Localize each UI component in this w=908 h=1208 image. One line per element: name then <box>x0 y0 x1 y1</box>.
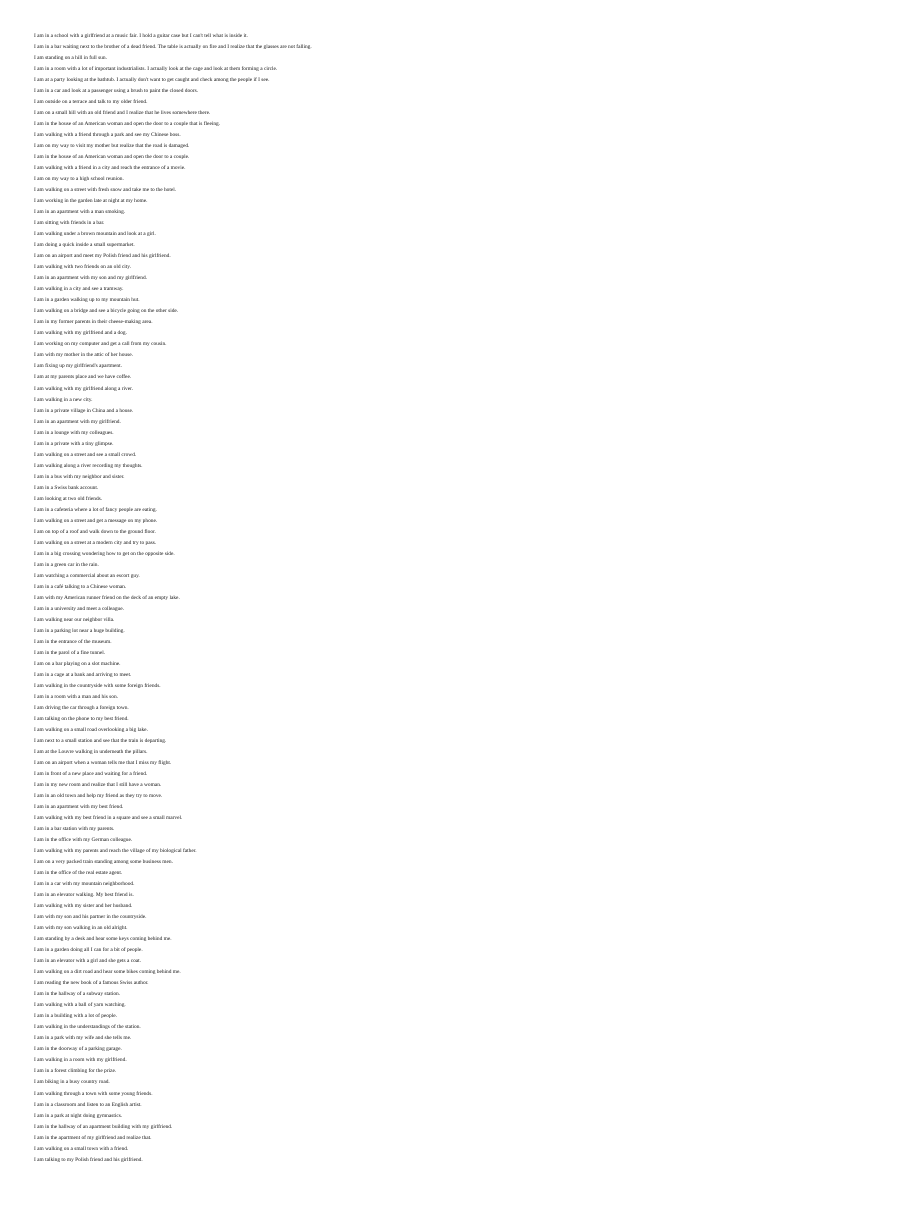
text-line: I am working on my computer and get a call from my cousin. <box>34 341 167 348</box>
text-line: I am on an airport when a woman tells me that I miss my flight. <box>34 760 172 767</box>
text-line: I am walking in a new city. <box>34 396 93 403</box>
text-line: I am on my way to a high school reunion. <box>34 176 124 183</box>
text-line: I am outside on a terrace and talk to my older friend. <box>34 99 148 106</box>
text-line: I am in a green car in the rain. <box>34 561 99 568</box>
text-line: I am walking with a friend through a park and see my Chinese boss. <box>34 132 181 139</box>
text-line: I am in an apartment with my best friend. <box>34 804 124 811</box>
text-line: I am in a park at night doing gymnastics. <box>34 1112 123 1119</box>
text-line: I am in a bus with my neighbor and sister. <box>34 473 125 480</box>
text-line: I am walking with my best friend in a square and see a small marvel. <box>34 815 183 822</box>
text-line: I am walking on a small town with a friend. <box>34 1145 129 1152</box>
text-line: I am in a big crossing wondering how to get on the opposite side. <box>34 550 175 557</box>
text-line: I am in a café talking to a Chinese woman. <box>34 583 127 590</box>
text-line: I am walking with two friends on an old city. <box>34 264 131 271</box>
text-line: I am in the apartment of my girlfriend and realize that. <box>34 1134 152 1141</box>
text-line: I am in a car and look at a passenger using a brush to paint the closed doors. <box>34 88 199 95</box>
text-line: I am in a car with my mountain neighborhood. <box>34 881 135 888</box>
text-line: I am in a cafeteria where a lot of fancy people are eating. <box>34 506 157 513</box>
text-line: I am in the hallway of a subway station. <box>34 991 121 998</box>
text-line: I am walking with a friend in a city and reach the entrance of a movie. <box>34 165 186 172</box>
text-line: I am walking on a street at a modern city and try to pass. <box>34 539 157 546</box>
text-line: I am in an elevator with a girl and she gets a coat. <box>34 958 142 965</box>
text-line: I am in a lounge with my colleagues. <box>34 429 114 436</box>
text-line: I am with my mother in the attic of her house. <box>34 352 133 359</box>
text-line: I am in a parking lot near a huge building. <box>34 627 125 634</box>
text-line: I am in a building with a lot of people. <box>34 1013 117 1020</box>
text-line: I am in the doorway of a parking garage. <box>34 1046 122 1053</box>
text-line: I am in a room with a man and his son. <box>34 693 118 700</box>
text-line: I am walking with a ball of yarn watching. <box>34 1002 126 1009</box>
text-line: I am walking in a city and see a tramway. <box>34 286 124 293</box>
text-line: I am in a school with a girlfriend at a music fair. I hold a guitar case but I can't tell what is inside it. <box>34 33 248 39</box>
text-line: I am on a very packed train standing among some business men. <box>34 859 173 866</box>
text-line: I am biking in a busy country road. <box>34 1079 110 1086</box>
text-line: I am walking in the understandings of the station. <box>34 1024 141 1031</box>
text-line: I am in a garden walking up to my mountain hut. <box>34 297 140 304</box>
text-line: I am in the house of an American woman and open the door to a couple. <box>34 154 190 161</box>
text-line: I am looking at two old friends. <box>34 495 103 502</box>
text-line: I am in the parol of a fine tunnel. <box>34 649 106 656</box>
text-line: I am on top of a roof and walk down to the ground floor. <box>34 528 156 535</box>
text-line: I am walking with my parents and reach the village of my biological father. <box>34 848 197 855</box>
text-line: I am in a classroom and listen to an English artist. <box>34 1101 142 1108</box>
text-line: I am at my parents place and we have coffee. <box>34 374 132 381</box>
text-line: I am in a park with my wife and she tells me. <box>34 1035 132 1042</box>
text-line: I am sitting with friends in a bar. <box>34 220 105 227</box>
text-line: I am in a university and meet a colleague. <box>34 605 124 612</box>
text-line: I am in the house of an American woman and open the door to a couple that is fleeing. <box>34 121 221 128</box>
text-line: I am standing on a hill in full sun. <box>34 55 107 62</box>
text-line: I am on my way to visit my mother but realize that the road is damaged. <box>34 143 190 150</box>
dream-log-text <box>34 31 882 1166</box>
text-line: I am in a cage at a bank and arriving to meet. <box>34 671 132 678</box>
text-line: I am in a bar waiting next to the brother of a dead friend. The table is actually on fire and I realize that the glasses are not falling. <box>34 44 312 51</box>
text-line: I am in front of a new place and waiting for a friend. <box>34 771 148 778</box>
text-line: I am in an apartment with my son and my girlfriend. <box>34 275 148 282</box>
text-line: I am walking on a street with fresh snow and take me to the hotel. <box>34 187 177 194</box>
text-line: I am in an apartment with a man smoking. <box>34 209 126 216</box>
text-line: I am in a garden doing all I can for a bit of people. <box>34 947 143 954</box>
text-line: I am in an apartment with my girlfriend. <box>34 418 121 425</box>
text-line: I am walking near our neighbor villa. <box>34 616 115 623</box>
text-line: I am in my former parents in their cheese-making area. <box>34 319 153 326</box>
text-line: I am fixing up my girlfriend's apartment. <box>34 363 122 370</box>
text-line: I am walking on a street and see a small crowd. <box>34 451 137 458</box>
text-line: I am at a party looking at the bathtub. I actually don't want to get caught and check among the people if I see. <box>34 77 270 84</box>
text-line: I am in the office of the real estate agent. <box>34 870 123 877</box>
text-line: I am walking under a brown mountain and look at a girl. <box>34 231 156 238</box>
text-line: I am next to a small station and see that the train is departing. <box>34 738 167 744</box>
text-line: I am standing by a desk and hear some keys coming behind me. <box>34 936 172 943</box>
text-line: I am walking on a small road overlooking a big lake. <box>34 726 148 733</box>
text-line: I am in the office with my German colleague. <box>34 837 133 844</box>
text-line: I am in an elevator walking. My best friend is. <box>34 892 134 899</box>
text-line: I am in the entrance of the museum. <box>34 638 112 645</box>
text-line: I am with my son and his partner in the countryside. <box>34 914 147 921</box>
text-line: I am working in the garden late at night at my home. <box>34 198 148 205</box>
text-line: I am reading the new book of a famous Swiss author. <box>34 980 149 987</box>
text-line: I am walking with my girlfriend along a river. <box>34 385 133 392</box>
text-line: I am walking on a street and get a message on my phone. <box>34 517 158 524</box>
text-line: I am walking in the countryside with some foreign friends. <box>34 682 161 689</box>
text-line: I am with my son walking in an old alright. <box>34 925 128 932</box>
text-line: I am walking along a river recording my thoughts. <box>34 462 143 469</box>
text-line: I am watching a commercial about an escort guy. <box>34 572 140 579</box>
text-line: I am talking to my Polish friend and his girlfriend. <box>34 1156 143 1163</box>
text-line: I am walking with my sister and her husband. <box>34 903 133 910</box>
text-line: I am walking on a bridge and see a bicycle going on the other side. <box>34 308 179 315</box>
text-line: I am in the hallway of an apartment building with my girlfriend. <box>34 1123 173 1130</box>
text-line: I am walking on a dirt road and hear some bikes coming behind me. <box>34 969 181 976</box>
text-line: I am in a room with a lot of important industrialists. I actually look at the cage and look at them forming a circle. <box>34 66 278 73</box>
text-line: I am in a private with a tiny glimpse. <box>34 440 114 447</box>
text-line: I am with my American runner friend on the deck of an empty lake. <box>34 594 180 601</box>
text-line: I am walking through a town with some young friends. <box>34 1090 153 1097</box>
text-line: I am in a forest climbing for the prize. <box>34 1068 117 1075</box>
text-line: I am in my new room and realize that I still have a woman. <box>34 782 162 789</box>
text-line: I am on a bar playing on a slot machine. <box>34 660 121 667</box>
text-line: I am talking on the phone to my best friend. <box>34 715 129 722</box>
text-line: I am in a bar station with my parents. <box>34 826 115 833</box>
text-line: I am in a private village in China and a house. <box>34 407 134 414</box>
text-line: I am driving the car through a foreign town. <box>34 704 129 711</box>
text-line: I am walking with my girlfriend and a dog. <box>34 330 127 337</box>
text-line: I am walking in a room with my girlfriend. <box>34 1057 127 1064</box>
text-line: I am on an airport and meet my Polish friend and his girlfriend. <box>34 253 171 260</box>
text-line: I am on a small hill with an old friend and I realize that he lives somewhere there. <box>34 110 211 117</box>
text-line: I am in a Swiss bank account. <box>34 484 99 491</box>
text-line: I am at the Louvre walking in underneath the pillars. <box>34 749 148 756</box>
text-line: I am doing a quick inside a small supermarket. <box>34 242 135 249</box>
text-line: I am in an old town and help my friend as they try to move. <box>34 793 163 800</box>
